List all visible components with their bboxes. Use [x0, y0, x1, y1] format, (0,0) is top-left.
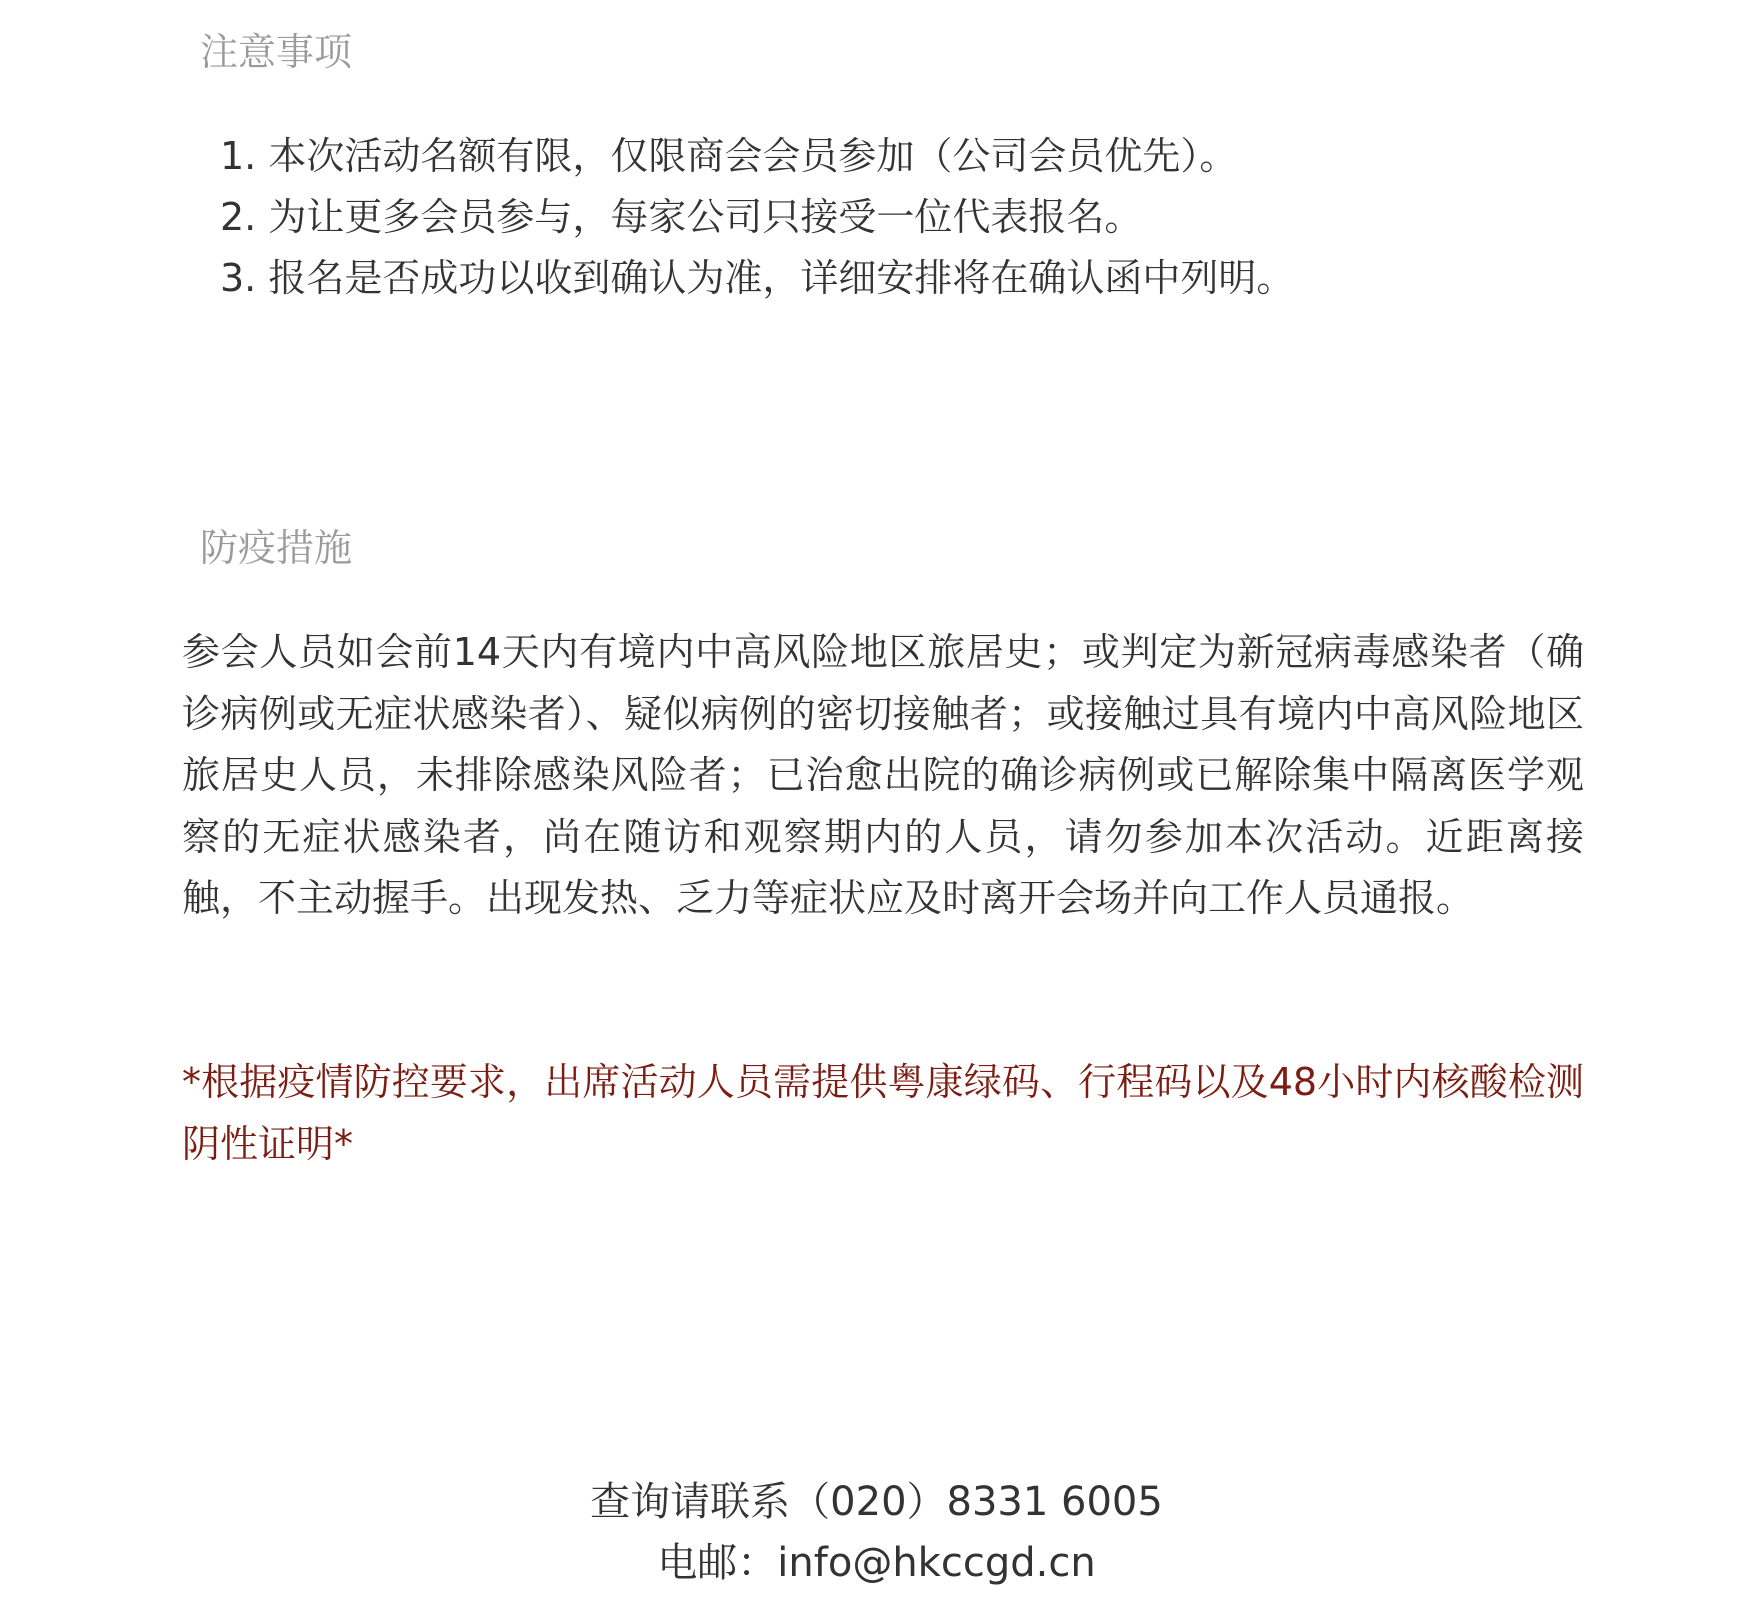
- notice-item-2: 2. 为让更多会员参与，每家公司只接受一位代表报名。: [220, 195, 1143, 239]
- notice-item-1: 1. 本次活动名额有限，仅限商会会员参加（公司会员优先）。: [220, 134, 1238, 178]
- health-code-requirement: *根据疫情防控要求，出席活动人员需提供粤康绿码、行程码以及48小时内核酸检测阴性证明*: [182, 1060, 1584, 1166]
- notice-list: [220, 126, 1600, 309]
- contact-phone: 查询请联系（020）8331 6005: [590, 1479, 1163, 1525]
- contact-email[interactable]: 电邮：info@hkccgd.cn: [657, 1540, 1096, 1586]
- notice-section-title: 注意事项: [200, 30, 353, 74]
- prevention-paragraph: 参会人员如会前14天内有境内中高风险地区旅居史；或判定为新冠病毒感染者（确诊病例或无症状感染者）、疑似病例的密切接触者；或接触过具有境内中高风险地区旅居史人员，未排除感染风险者；已治愈出院的确诊病例或已解除集中隔离医学观察的无症状感染者，尚在随访和观察期内的人员，请勿参加本次活动。近距离接触，不主动握手。出现发热、乏力等症状应及时离开会场并向工作人员通报。: [182, 630, 1584, 920]
- notice-item-3: 3. 报名是否成功以收到确认为准，详细安排将在确认函中列明。: [220, 256, 1295, 300]
- prevention-section-title: 防疫措施: [200, 526, 353, 570]
